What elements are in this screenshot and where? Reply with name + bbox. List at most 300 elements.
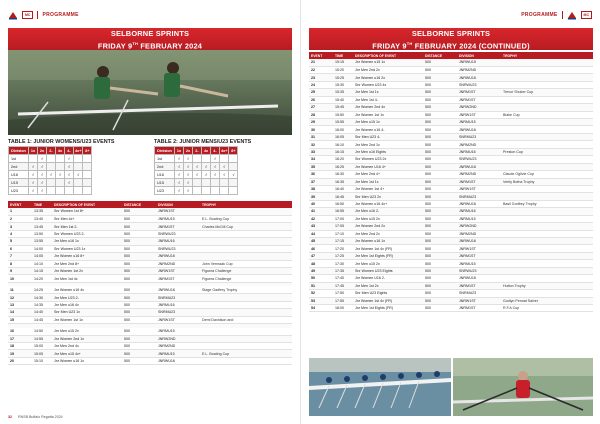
event-description: Jnr Women 2nd 4x	[353, 104, 423, 111]
event-number: 34	[309, 156, 333, 163]
table1-row	[9, 179, 92, 187]
event-description: Jnr Men u15 4x+	[52, 350, 122, 357]
event-time: 17:50	[333, 290, 353, 297]
event-number: 46	[309, 245, 333, 252]
event-description: Jnr Women 1st 4+	[353, 185, 423, 192]
event-distance: 500	[122, 286, 156, 293]
event-trophy: Preston Cup	[501, 148, 593, 155]
check-cell: √	[220, 163, 229, 171]
event-number: 19	[8, 350, 32, 357]
event-distance: 500	[122, 294, 156, 301]
table-row	[309, 156, 593, 163]
event-distance: 500	[423, 171, 457, 178]
table1-header-7: 8+	[83, 147, 92, 155]
event-division: JNRW2ND	[457, 223, 501, 230]
check-cell: √	[74, 171, 83, 179]
event-trophy: John Vermaak Cup	[200, 260, 292, 267]
events-header-2: DESCRIPTION OF EVENT	[353, 52, 423, 59]
right-topbar	[521, 10, 592, 20]
event-time: 15:15	[333, 59, 353, 66]
rowing-photo-single	[453, 358, 593, 416]
check-cell	[56, 155, 65, 163]
event-description: Jnr Men u15 2x	[353, 215, 423, 222]
check-cell: √	[38, 155, 47, 163]
event-description: Jnr Men u16 Eights	[353, 148, 423, 155]
check-cell: √	[220, 171, 229, 179]
table-row	[309, 215, 593, 222]
event-number: 14	[8, 309, 32, 316]
check-cell	[47, 179, 56, 187]
table-row	[309, 275, 593, 282]
event-description: Snr Men U23 2x	[353, 193, 423, 200]
event-distance: 500	[423, 185, 457, 192]
event-trophy: Blake Cup	[501, 111, 593, 118]
event-division: JNRMU15	[156, 350, 200, 357]
event-number: 53	[309, 297, 333, 304]
check-cell	[83, 163, 92, 171]
event-division: JNRMU16	[156, 238, 200, 245]
rowing-photo-eights	[309, 358, 451, 416]
event-description: Jnr Women 1st 4x (FR)	[353, 297, 423, 304]
event-trophy	[501, 96, 593, 103]
event-distance: 500	[423, 275, 457, 282]
division-label: U16	[155, 171, 175, 179]
table1-header-1: 1x	[29, 147, 38, 155]
header-separator	[562, 11, 563, 19]
event-distance: 500	[122, 230, 156, 237]
event-distance: 500	[423, 215, 457, 222]
event-distance: 500	[423, 193, 457, 200]
check-cell	[74, 187, 83, 195]
table1-row	[9, 163, 92, 171]
event-number: 36	[309, 171, 333, 178]
event-description: Jnr Women u16 4x	[52, 286, 122, 293]
table-row	[8, 350, 292, 357]
event-division: SNRMU23	[156, 309, 200, 316]
table-row	[8, 335, 292, 342]
event-division: JNRW1ST	[156, 316, 200, 323]
rowing-photo	[8, 50, 292, 135]
event-distance: 500	[423, 119, 457, 126]
event-distance: 500	[423, 297, 457, 304]
event-time: 16:40	[333, 185, 353, 192]
event-division: SNRWU23	[156, 245, 200, 252]
event-distance: 500	[423, 111, 457, 118]
event-number: 11	[8, 286, 32, 293]
event-time: 15:35	[333, 89, 353, 96]
event-distance: 500	[423, 208, 457, 215]
table-row	[8, 316, 292, 323]
event-description: Jnr Men u15 1x	[353, 119, 423, 126]
event-trophy	[501, 126, 593, 133]
check-cell: √	[38, 187, 47, 195]
event-time: 17:25	[333, 252, 353, 259]
table-row	[309, 267, 593, 274]
rowing-photo-image	[8, 50, 292, 135]
event-description: Jnr Men 2nd 2x	[353, 66, 423, 73]
event-distance: 500	[423, 267, 457, 274]
event-number: 10	[8, 275, 32, 282]
table1-header-3: 2-	[47, 147, 56, 155]
division-label: U15	[9, 179, 29, 187]
check-cell: √	[184, 171, 193, 179]
check-cell: √	[38, 163, 47, 171]
event-trophy	[501, 290, 593, 297]
event-division: JNRWU16	[457, 126, 501, 133]
event-time: 15:55	[333, 119, 353, 126]
table2-header-4: 4x	[202, 147, 211, 155]
event-trophy	[501, 215, 593, 222]
event-distance: 500	[122, 357, 156, 364]
event-number: 50	[309, 275, 333, 282]
division-label: 2nd	[155, 163, 175, 171]
table-row	[309, 126, 593, 133]
table-row	[309, 133, 593, 140]
event-division: JNRW1ST	[156, 208, 200, 215]
events-header-3: DISTANCE	[423, 52, 457, 59]
event-division: JNRMU16	[457, 208, 501, 215]
event-division: JNRM2ND	[457, 141, 501, 148]
events-header-0: EVENT	[309, 52, 333, 59]
event-division: JNRM1ST	[156, 275, 200, 282]
table1-row	[9, 155, 92, 163]
event-number: 39	[309, 193, 333, 200]
division-label: U16	[9, 171, 29, 179]
event-description: Snr Women 1st 8+	[52, 208, 122, 215]
table-row	[8, 357, 292, 364]
event-distance: 500	[122, 301, 156, 308]
event-division: SNRWU23	[457, 267, 501, 274]
table2-header-2: 2x	[184, 147, 193, 155]
table2-row	[155, 163, 238, 171]
event-trophy: Verity Botha Trophy	[501, 178, 593, 185]
event-time: 15:25	[333, 74, 353, 81]
event-division: SNRMU23	[457, 133, 501, 140]
event-number: 20	[8, 357, 32, 364]
events-table-right	[309, 52, 593, 312]
event-trophy	[501, 74, 593, 81]
event-number: 2	[8, 215, 32, 222]
banner-title: SELBORNE SPRINTS	[411, 29, 491, 38]
banner-title: SELBORNE SPRINTS	[110, 29, 190, 38]
event-division: JNRW2ND	[457, 104, 501, 111]
event-time: 17:20	[333, 245, 353, 252]
event-distance: 500	[122, 238, 156, 245]
check-cell	[83, 187, 92, 195]
event-description: Jnr Men u16 2-	[353, 208, 423, 215]
table-row	[309, 252, 593, 259]
event-time: 14:10	[32, 260, 52, 267]
event-number: 47	[309, 252, 333, 259]
table2-row	[155, 179, 238, 187]
check-cell	[83, 155, 92, 163]
event-distance: 500	[423, 282, 457, 289]
table-row	[8, 294, 292, 301]
event-number: 23	[309, 74, 333, 81]
check-cell: √	[175, 163, 184, 171]
event-number: 21	[309, 59, 333, 66]
table-row	[309, 104, 593, 111]
check-cell	[229, 163, 238, 171]
event-trophy	[200, 294, 292, 301]
event-division: JNRMU16	[156, 301, 200, 308]
event-distance: 500	[423, 141, 457, 148]
event-time: 16:50	[333, 200, 353, 207]
event-description: Jnr Men 2nd 8+	[52, 260, 122, 267]
table2-row	[155, 155, 238, 163]
table1-header-6: 4x+	[75, 148, 82, 153]
event-number: 48	[309, 260, 333, 267]
event-division: JNRM1ST	[457, 96, 501, 103]
event-number: 15	[8, 316, 32, 323]
event-distance: 500	[423, 304, 457, 311]
table-row	[309, 141, 593, 148]
check-cell: √	[29, 163, 38, 171]
check-cell: √	[65, 163, 74, 171]
event-distance: 500	[423, 148, 457, 155]
event-time: 17:00	[333, 215, 353, 222]
check-cell	[211, 179, 220, 187]
event-time: 17:55	[333, 297, 353, 304]
section-label: PROGRAMME	[521, 12, 558, 18]
event-trophy: Basil Godfrey Trophy	[501, 200, 593, 207]
event-time: 16:15	[333, 148, 353, 155]
event-division: JNRW1ST	[457, 245, 501, 252]
event-description: Jnr Women u16 8+	[52, 253, 122, 260]
event-distance: 500	[122, 245, 156, 252]
event-time: 16:05	[333, 133, 353, 140]
check-cell	[229, 179, 238, 187]
event-number: 18	[8, 342, 32, 349]
event-description: Jnr Men 2nd 4x	[52, 342, 122, 349]
event-trophy	[200, 230, 292, 237]
event-distance: 500	[423, 59, 457, 66]
table-row	[8, 342, 292, 349]
event-distance: 500	[423, 238, 457, 245]
table-row	[309, 89, 593, 96]
event-number: 12	[8, 294, 32, 301]
event-division: SNRWU23	[457, 156, 501, 163]
sponsor-badge: MC	[581, 11, 592, 19]
event-description: Jnr Women u16 4-	[353, 126, 423, 133]
check-cell: √	[175, 187, 184, 195]
events-header-4: DIVISION	[156, 201, 200, 208]
event-description: Snr Men 1st 2-	[52, 223, 122, 230]
check-cell: √	[211, 171, 220, 179]
division-label: 1st	[9, 155, 29, 163]
check-cell	[220, 155, 229, 163]
check-cell	[220, 179, 229, 187]
event-time: 16:00	[333, 126, 353, 133]
event-description: Jnr Women 2nd 1x	[52, 335, 122, 342]
event-distance: 500	[423, 260, 457, 267]
event-trophy: Charles McGill Cup	[200, 223, 292, 230]
event-number: 38	[309, 185, 333, 192]
event-time: 15:10	[32, 357, 52, 364]
event-trophy	[501, 66, 593, 73]
event-division: JNRW1ST	[457, 185, 501, 192]
table-row	[8, 230, 292, 237]
event-description: Jnr Men u15 2x	[52, 328, 122, 335]
event-trophy: Hutton Trophy	[501, 282, 593, 289]
event-description: Snr Women U23 4x	[353, 81, 423, 88]
table1-row	[9, 171, 92, 179]
event-description: Jnr Women u16 4x+	[353, 200, 423, 207]
division-label: U23	[9, 187, 29, 195]
table-row	[309, 193, 593, 200]
event-distance: 500	[423, 200, 457, 207]
table-row	[309, 238, 593, 245]
event-time: 14:55	[32, 335, 52, 342]
check-cell	[47, 155, 56, 163]
event-description: Jnr Men u15 2x	[353, 260, 423, 267]
event-trophy	[501, 119, 593, 126]
event-time: 15:45	[333, 104, 353, 111]
event-time: 17:40	[333, 275, 353, 282]
event-division: JNRM1ST	[156, 223, 200, 230]
table-row	[8, 245, 292, 252]
event-trophy	[501, 275, 593, 282]
table-row	[309, 111, 593, 118]
table-row	[8, 260, 292, 267]
event-trophy	[501, 133, 593, 140]
event-distance: 500	[423, 156, 457, 163]
event-division: SNRWU23	[156, 230, 200, 237]
event-time: 15:20	[333, 66, 353, 73]
event-time: 13:45	[32, 223, 52, 230]
event-division: JNRWU16	[156, 357, 200, 364]
event-trophy: Figuera Challenge	[200, 275, 292, 282]
event-distance: 500	[423, 81, 457, 88]
event-description: Jnr Men 1st 4-	[353, 96, 423, 103]
check-cell	[47, 163, 56, 171]
check-cell	[65, 187, 74, 195]
event-number: 35	[309, 163, 333, 170]
event-time: 14:50	[32, 328, 52, 335]
event-trophy	[501, 81, 593, 88]
event-number: 6	[8, 245, 32, 252]
table-row	[309, 282, 593, 289]
event-number: 16	[8, 328, 32, 335]
event-time: 16:30	[333, 171, 353, 178]
event-description: Snr Women U23 1x	[52, 245, 122, 252]
events-header-0: EVENT	[8, 201, 32, 208]
table-row	[309, 148, 593, 155]
event-trophy: Godlyn Pennat Salver	[501, 297, 593, 304]
check-cell	[202, 179, 211, 187]
event-trophy	[501, 59, 593, 66]
event-time: 17:10	[333, 230, 353, 237]
table-row	[309, 66, 593, 73]
event-description: Jnr Men u16 4x	[52, 301, 122, 308]
event-distance: 500	[122, 342, 156, 349]
check-cell	[202, 187, 211, 195]
event-trophy: Demi Davidson and	[200, 316, 292, 323]
table2-row	[155, 171, 238, 179]
event-distance: 500	[122, 335, 156, 342]
check-cell	[202, 155, 211, 163]
event-distance: 500	[423, 133, 457, 140]
event-trophy	[501, 238, 593, 245]
check-cell	[29, 155, 38, 163]
banner-date: FRIDAY 9TH FEBRUARY 2024	[97, 41, 203, 51]
check-cell: √	[229, 171, 238, 179]
banner-date: FRIDAY 9TH FEBRUARY 2024 (CONTINUED)	[372, 41, 530, 51]
event-distance: 500	[423, 245, 457, 252]
check-cell: √	[184, 163, 193, 171]
right-banner	[309, 28, 593, 50]
event-number: 54	[309, 304, 333, 311]
event-distance: 500	[423, 163, 457, 170]
event-trophy: Stage Gadfrey Trophy	[200, 286, 292, 293]
event-time: 13:40	[32, 215, 52, 222]
event-time: 15:00	[32, 342, 52, 349]
event-distance: 500	[423, 178, 457, 185]
table-row	[309, 81, 593, 88]
check-cell	[83, 179, 92, 187]
check-cell: √	[175, 179, 184, 187]
event-trophy	[200, 342, 292, 349]
events-header-1: TIME	[32, 201, 52, 208]
division-label: 2nd	[9, 163, 29, 171]
check-cell: √	[29, 171, 38, 179]
event-distance: 500	[122, 275, 156, 282]
event-trophy	[501, 208, 593, 215]
event-distance: 500	[423, 89, 457, 96]
table-row	[8, 275, 292, 282]
left-topbar	[8, 10, 79, 20]
event-division: JNRM1ST	[457, 252, 501, 259]
table-row	[309, 208, 593, 215]
check-cell	[193, 179, 202, 187]
event-description: Jnr Women u16 1x	[353, 238, 423, 245]
junior-mens-table	[154, 146, 238, 195]
event-number: 5	[8, 238, 32, 245]
event-division: JNRW1ST	[156, 268, 200, 275]
table-row	[309, 200, 593, 207]
check-cell	[83, 171, 92, 179]
event-number: 45	[309, 238, 333, 245]
event-time: 15:05	[32, 350, 52, 357]
event-division: JNRMU15	[156, 215, 200, 222]
event-trophy: E.L. Boating Cup	[200, 215, 292, 222]
event-time: 16:35	[333, 178, 353, 185]
event-division: SNRMU23	[457, 290, 501, 297]
event-distance: 500	[122, 253, 156, 260]
table-row	[8, 309, 292, 316]
event-number: 9	[8, 268, 32, 275]
event-trophy	[200, 238, 292, 245]
event-distance: 500	[423, 104, 457, 111]
check-cell: √	[56, 171, 65, 179]
event-division: JNRW2ND	[156, 335, 200, 342]
table-row	[309, 260, 593, 267]
event-time: 15:30	[333, 81, 353, 88]
table2-header-1: 1x	[175, 147, 184, 155]
event-trophy	[501, 193, 593, 200]
table1-title: TABLE 1: JUNIOR WOMENS/U23 EVENTS	[8, 139, 115, 145]
event-trophy	[200, 253, 292, 260]
division-label: U15	[155, 179, 175, 187]
events-header-2: DESCRIPTION OF EVENT	[52, 201, 122, 208]
division-label: 1st	[155, 155, 175, 163]
regatta-logo-icon	[567, 11, 577, 20]
event-trophy: R.F.A Cup	[501, 304, 593, 311]
division-label: U23	[155, 187, 175, 195]
left-banner	[8, 28, 292, 50]
event-description: Jnr Women 1st 2x	[52, 268, 122, 275]
event-time: 15:40	[333, 96, 353, 103]
